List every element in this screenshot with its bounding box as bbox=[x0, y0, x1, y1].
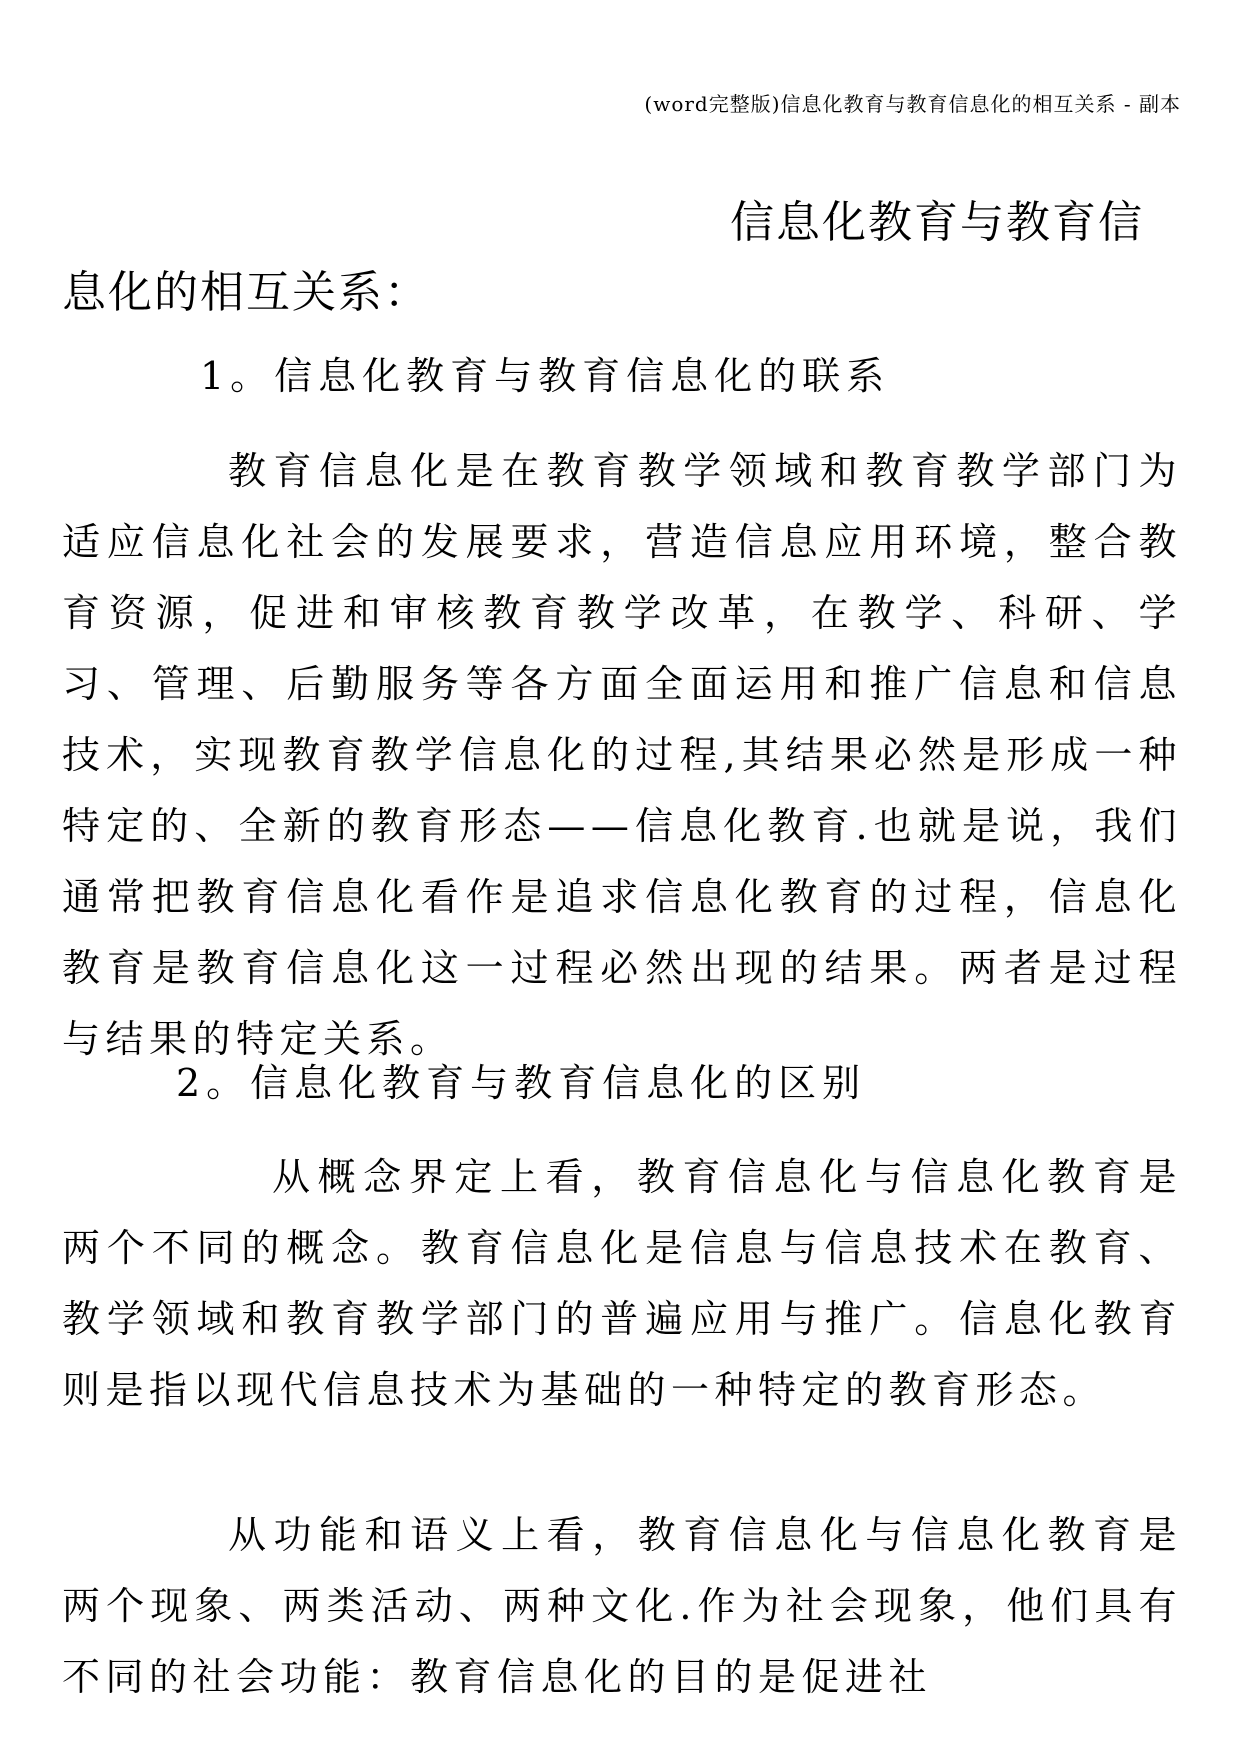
paragraph-function: 从功能和语义上看，教育信息化与信息化教育是两个现象、两类活动、两种文化.作为社会现象，他们具有不同的社会功能：教育信息化的目的是促进社 bbox=[62, 1513, 1182, 1699]
paragraph-connection: 教育信息化是在教育教学领域和教育教学部门为适应信息化社会的发展要求，营造信息应用环境，整合教育资源，促进和审核教育教学改革，在教学、科研、学习、管理、后勤服务等各方面全面运用和推广信息和信息技术，实现教育教学信息化的过程,其结果必然是形成一种特定的、全新的教育形态——信息化教育.也就是说，我们通常把教育信息化看作是追求信息化教育的过程，信息化教育是教育信息化这一过程必然出现的结果。两者是过程与结果的特定关系。 bbox=[62, 449, 1182, 1061]
document-title bbox=[62, 188, 1182, 328]
title-line-2: 息化的相互关系： bbox=[62, 267, 430, 318]
paragraph-concept: 从概念界定上看，教育信息化与信息化教育是两个不同的概念。教育信息化是信息与信息技术在教育、教学领域和教育教学部门的普遍应用与推广。信息化教育则是指以现代信息技术为基础的一种特定的教育形态。 bbox=[62, 1155, 1182, 1412]
section-heading-connection: 1。信息化教育与教育信息化的联系 bbox=[200, 354, 891, 398]
title-line-1: 信息化教育与教育信 bbox=[730, 197, 1144, 248]
running-header: (word完整版)信息化教育与教育信息化的相互关系 - 副本 bbox=[644, 92, 1181, 116]
section-heading-difference: 2。信息化教育与教育信息化的区别 bbox=[176, 1061, 867, 1105]
